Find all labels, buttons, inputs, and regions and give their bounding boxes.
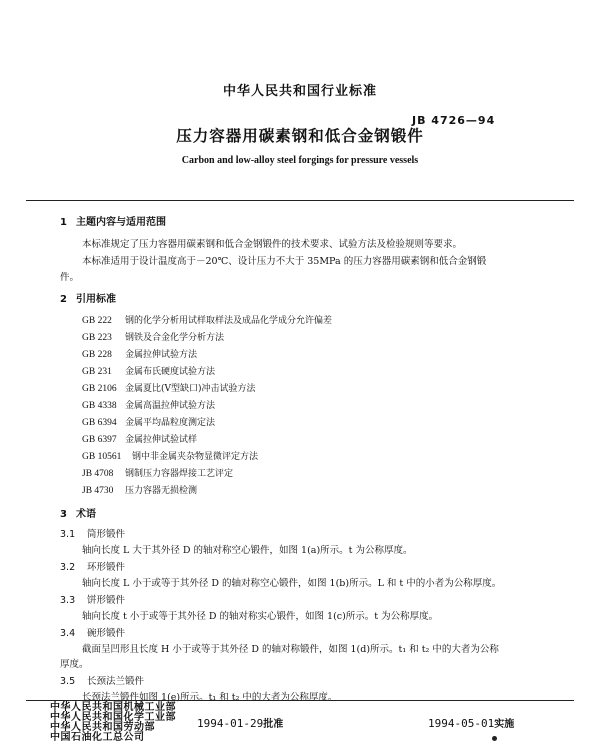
- publisher-4: 中国石油化工总公司: [50, 732, 145, 743]
- reference-title: 金属高温拉伸试验方法: [125, 401, 216, 411]
- footer-divider: [26, 700, 574, 701]
- reference-item: [82, 398, 215, 411]
- term-3-1-text: 轴向长度 L 大于其外径 D 的轴对称空心锻件，如图 1(a)所示。t 为公称厚度。: [82, 545, 413, 556]
- term-number: 3.3: [60, 595, 76, 606]
- reference-code: GB 6397: [82, 435, 117, 445]
- section-title: 主题内容与适用范围: [76, 217, 166, 228]
- reference-item: [82, 415, 215, 428]
- term-3-3-text: 轴向长度 t 小于或等于其外径 D 的轴对称实心锻件，如图 1(c)所示。t 为公称厚度。: [82, 611, 439, 622]
- term-3-2-text: 轴向长度 L 小于或等于其外径 D 的轴对称空心锻件，如图 1(b)所示。L 和 t 中的小者为公称厚度。: [82, 578, 502, 589]
- reference-item: [82, 313, 332, 326]
- section-number: 1: [60, 217, 67, 228]
- reference-code: GB 4338: [82, 401, 117, 411]
- term-title: 长颈法兰锻件: [87, 676, 145, 687]
- reference-item: [82, 364, 215, 377]
- reference-title: 钢铁及合金化学分析方法: [125, 333, 225, 343]
- term-number: 3.1: [60, 529, 76, 540]
- reference-code: GB 228: [82, 350, 112, 360]
- reference-code: GB 222: [82, 316, 112, 326]
- effective-date: 1994-05-01: [428, 717, 495, 730]
- section-number: 2: [60, 294, 67, 305]
- reference-item: [82, 449, 258, 462]
- section-1-heading: [60, 213, 166, 228]
- term-3-5-text: 长颈法兰锻件如图 1(e)所示。t₁ 和 t₂ 中的大者为公称厚度。: [82, 692, 338, 703]
- section-1-paragraph-2: 本标准适用于设计温度高于－20℃、设计压力不大于 35MPa 的压力容器用碳素钢和低合金钢锻: [82, 256, 487, 267]
- section-number: 3: [60, 509, 67, 520]
- standard-code: JB 4726—94: [412, 114, 496, 127]
- term-3-1-heading: [60, 526, 125, 540]
- reference-item: [82, 466, 233, 479]
- scan-ink-blot: [492, 736, 497, 741]
- section-1-paragraph-1: 本标准规定了压力容器用碳素钢和低合金钢锻件的技术要求、试验方法及检验规则等要求。: [82, 239, 463, 250]
- reference-item: [82, 347, 197, 360]
- reference-title: 压力容器无损检测: [125, 486, 198, 496]
- approval-date-block: [197, 712, 283, 731]
- term-number: 3.2: [60, 562, 76, 573]
- reference-item: [82, 330, 224, 343]
- term-title: 环形锻件: [87, 562, 126, 573]
- reference-title: 钢中非金属夹杂物显微评定方法: [132, 452, 259, 462]
- reference-title: 金属平均晶粒度测定法: [125, 418, 216, 428]
- term-3-3-heading: [60, 592, 125, 606]
- title-chinese: 压力容器用碳素钢和低合金钢锻件: [176, 127, 424, 145]
- approved-label: 批准: [263, 719, 284, 730]
- term-3-2-heading: [60, 559, 125, 573]
- term-title: 筒形锻件: [87, 529, 126, 540]
- term-3-4-text-cont: 厚度。: [60, 659, 89, 670]
- reference-title: 金属拉伸试验试样: [125, 435, 198, 445]
- reference-title: 金属拉伸试验方法: [125, 350, 198, 360]
- term-title: 饼形锻件: [87, 595, 126, 606]
- header-divider: [26, 200, 574, 201]
- section-3-heading: [60, 505, 96, 520]
- standard-category: 中华人民共和国行业标准: [222, 84, 377, 99]
- reference-code: GB 223: [82, 333, 112, 343]
- term-title: 碗形锻件: [87, 628, 126, 639]
- term-3-4-heading: [60, 625, 125, 639]
- term-3-4-text: 截面呈凹形且长度 H 小于或等于其外径 D 的轴对称锻件，如图 1(d)所示。t₁ 和 t₂ 中的大者为公称: [82, 644, 499, 655]
- reference-code: GB 2106: [82, 384, 117, 394]
- reference-code: GB 10561: [82, 452, 122, 462]
- section-1-paragraph-2-cont: 件。: [60, 272, 80, 283]
- reference-title: 钢的化学分析用试样取样法及成品化学成分允许偏差: [125, 316, 333, 326]
- reference-code: GB 6394: [82, 418, 117, 428]
- section-2-heading: [60, 290, 116, 305]
- reference-code: GB 231: [82, 367, 112, 377]
- publisher-2: 中华人民共和国化学工业部: [50, 712, 176, 723]
- section-title: 引用标准: [76, 294, 116, 305]
- approved-date: 1994-01-29: [197, 717, 264, 730]
- term-number: 3.5: [60, 676, 76, 687]
- reference-item: [82, 483, 197, 496]
- reference-title: 金属夏比(V型缺口)冲击试验方法: [125, 384, 256, 394]
- reference-item: [82, 432, 197, 445]
- reference-code: JB 4708: [82, 469, 114, 479]
- term-3-5-heading: [60, 673, 144, 687]
- reference-title: 金属布氏硬度试验方法: [125, 367, 216, 377]
- reference-title: 钢制压力容器焊接工艺评定: [125, 469, 234, 479]
- reference-item: [82, 381, 256, 394]
- reference-code: JB 4730: [82, 486, 114, 496]
- term-number: 3.4: [60, 628, 76, 639]
- effective-date-block: [428, 712, 514, 731]
- title-english: Carbon and low-alloy steel forgings for pressure vessels: [181, 155, 419, 166]
- publisher-3: 中华人民共和国劳动部: [50, 722, 155, 733]
- publisher-1: 中华人民共和国机械工业部: [50, 702, 176, 713]
- section-title: 术语: [76, 509, 96, 520]
- effective-label: 实施: [494, 719, 515, 730]
